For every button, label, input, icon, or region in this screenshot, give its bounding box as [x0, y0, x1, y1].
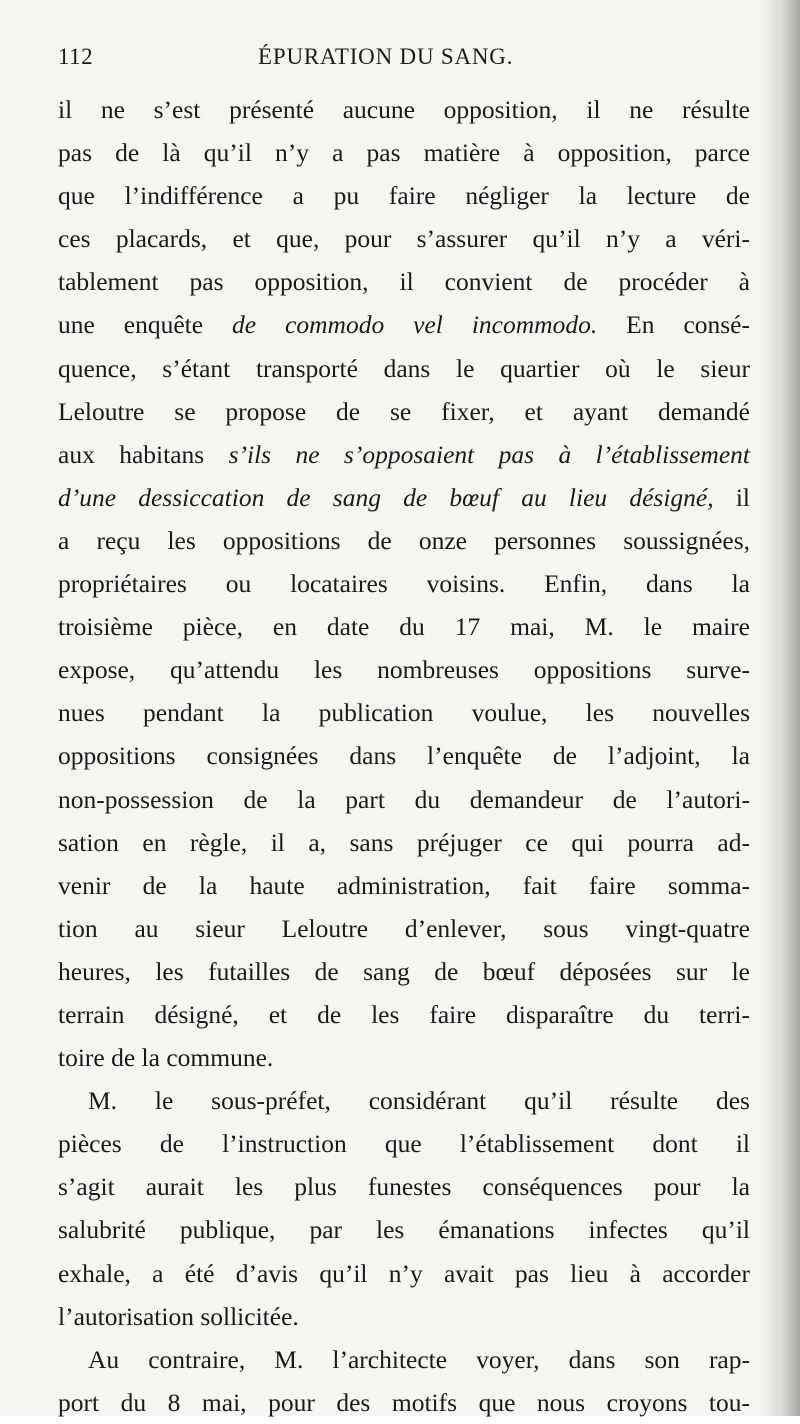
text-line-paragraph-start: M. le sous-préfet, considérant qu’il résulte des — [88, 1086, 750, 1116]
text-line: d’une dessiccation de sang de bœuf au lieu désigné, il — [58, 482, 750, 512]
page-number: 112 — [58, 44, 94, 69]
text-line: a reçu les oppositions de onze personnes soussignées, — [58, 525, 750, 555]
text-line: tion au sieur Leloutre d’enlever, sous vingt-quatre — [58, 913, 750, 943]
running-title: ÉPURATION DU SANG. — [258, 44, 514, 69]
text-line-paragraph-end: l’autorisation sollicitée. — [58, 1301, 299, 1331]
text-line: que l’indifférence a pu faire négliger la lecture de — [58, 181, 750, 211]
text-line: il ne s’est présenté aucune opposition, il ne résulte — [58, 95, 750, 124]
text-line: venir de la haute administration, fait faire somma- — [58, 870, 750, 900]
text-line: nues pendant la publication voulue, les nouvelles — [58, 698, 750, 728]
text-line: exhale, a été d’avis qu’il n’y avait pas lieu à accorder — [58, 1258, 750, 1288]
text-line: troisième pièce, en date du 17 mai, M. le maire — [58, 612, 750, 642]
text-line: expose, qu’attendu les nombreuses oppositions surve- — [58, 655, 750, 685]
text-line: propriétaires ou locataires voisins. Enfin, dans la — [58, 569, 750, 599]
text-line: quence, s’étant transporté dans le quartier où le sieur — [58, 353, 750, 383]
text-line: salubrité publique, par les émanations infectes qu’il — [58, 1215, 750, 1245]
text-line: aux habitans s’ils ne s’opposaient pas à l’établissement — [58, 439, 750, 469]
body-text — [58, 88, 750, 1424]
text-line: pièces de l’instruction que l’établissement dont il — [58, 1129, 750, 1159]
text-line: terrain désigné, et de les faire disparaître du terri- — [58, 999, 750, 1029]
text-line: heures, les futailles de sang de bœuf déposées sur le — [58, 956, 750, 986]
text-line: s’agit aurait les plus funestes conséquences pour la — [58, 1172, 750, 1202]
text-line: sation en règle, il a, sans préjuger ce qui pourra ad- — [58, 827, 750, 857]
text-line: Leloutre se propose de se fixer, et ayant demandé — [58, 396, 750, 426]
text-line: non-possession de la part du demandeur de l’autori- — [58, 784, 750, 814]
page-gutter-shadow — [758, 0, 800, 1416]
text-line: une enquête de commodo vel incommodo. En consé- — [58, 310, 750, 340]
text-line: tablement pas opposition, il convient de procéder à — [58, 267, 750, 297]
page-header — [58, 44, 748, 80]
text-line-paragraph-end: toire de la commune. — [58, 1043, 274, 1073]
text-line: oppositions consignées dans l’enquête de l’adjoint, la — [58, 741, 750, 771]
text-line-paragraph-start: Au contraire, M. l’architecte voyer, dans son rap- — [88, 1344, 750, 1374]
text-line: ces placards, et que, pour s’assurer qu’il n’y a véri- — [58, 224, 750, 254]
text-line: pas de là qu’il n’y a pas matière à opposition, parce — [58, 138, 750, 168]
text-line: port du 8 mai, pour des motifs que nous croyons tou- — [58, 1387, 750, 1417]
